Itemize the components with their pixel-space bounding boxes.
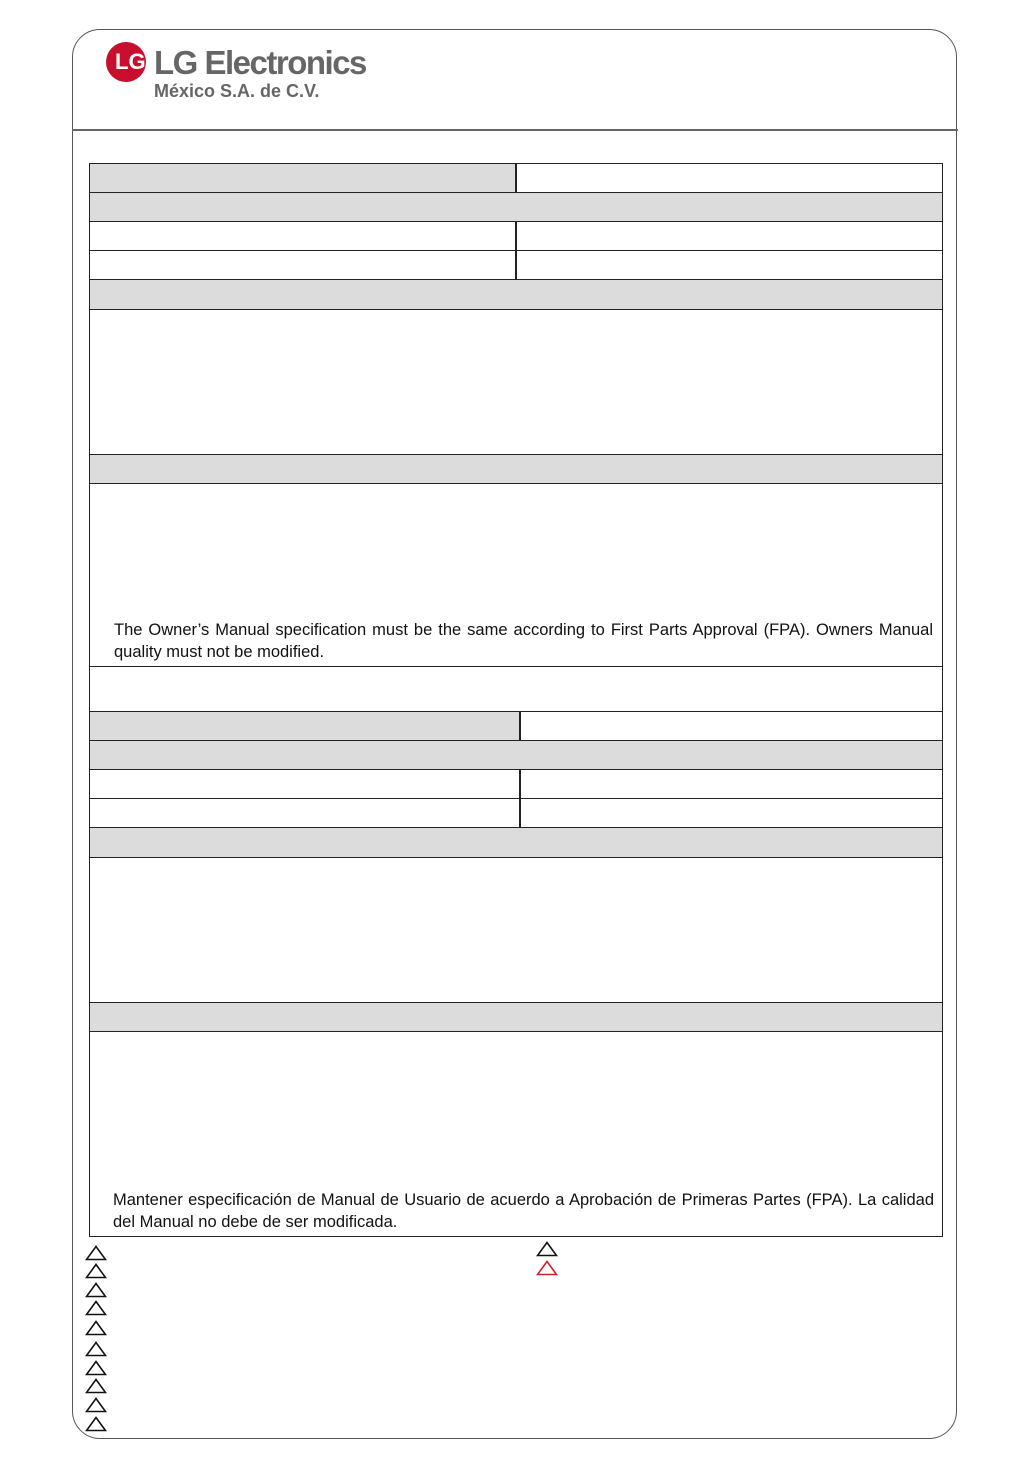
- table-cell: [89, 798, 521, 828]
- content-box: [89, 309, 943, 455]
- fpa-note-english: The Owner’s Manual specification must be the same according to First Parts Approval (FPA). Owners Manual quality must not be modified.: [114, 621, 933, 661]
- triangle-revision-icon: [85, 1320, 107, 1341]
- triangle-revision-icon: [85, 1416, 107, 1437]
- table-cell: [89, 250, 517, 280]
- triangle-revision-icon: [536, 1241, 558, 1262]
- table-cell: [515, 250, 943, 280]
- table-header-row: [89, 1002, 943, 1032]
- fpa-note-spanish: Mantener especificación de Manual de Usuario de acuerdo a Aprobación de Primeras Partes (FPA). La calidad del Manual no debe de ser modificada.: [113, 1191, 934, 1231]
- brand-subtitle: México S.A. de C.V.: [154, 81, 320, 101]
- table-cell: [89, 711, 521, 741]
- table-header-row: [89, 827, 943, 858]
- brand-name: LG Electronics: [154, 44, 366, 81]
- table-cell: [515, 221, 943, 251]
- table-cell: [519, 711, 943, 741]
- triangle-revision-icon: [536, 1260, 558, 1281]
- table-header-row: [89, 740, 943, 770]
- header-divider: [72, 129, 958, 131]
- table-header-row: [89, 279, 943, 310]
- triangle-revision-icon: [85, 1300, 107, 1321]
- table-cell: [89, 163, 517, 193]
- lg-logo-icon: LG: [106, 42, 146, 82]
- table-header-row: [89, 192, 943, 222]
- content-box: [89, 857, 943, 1003]
- table-cell: [519, 798, 943, 828]
- table-header-row: [89, 454, 943, 484]
- table-cell: [515, 163, 943, 193]
- triangle-revision-icon: [85, 1263, 107, 1284]
- table-cell: [89, 221, 517, 251]
- table-cell: [89, 769, 521, 799]
- triangle-revision-icon: [85, 1378, 107, 1399]
- table-cell: [519, 769, 943, 799]
- content-box: [89, 666, 943, 712]
- triangle-revision-icon: [85, 1341, 107, 1362]
- triangle-revision-icon: [85, 1397, 107, 1418]
